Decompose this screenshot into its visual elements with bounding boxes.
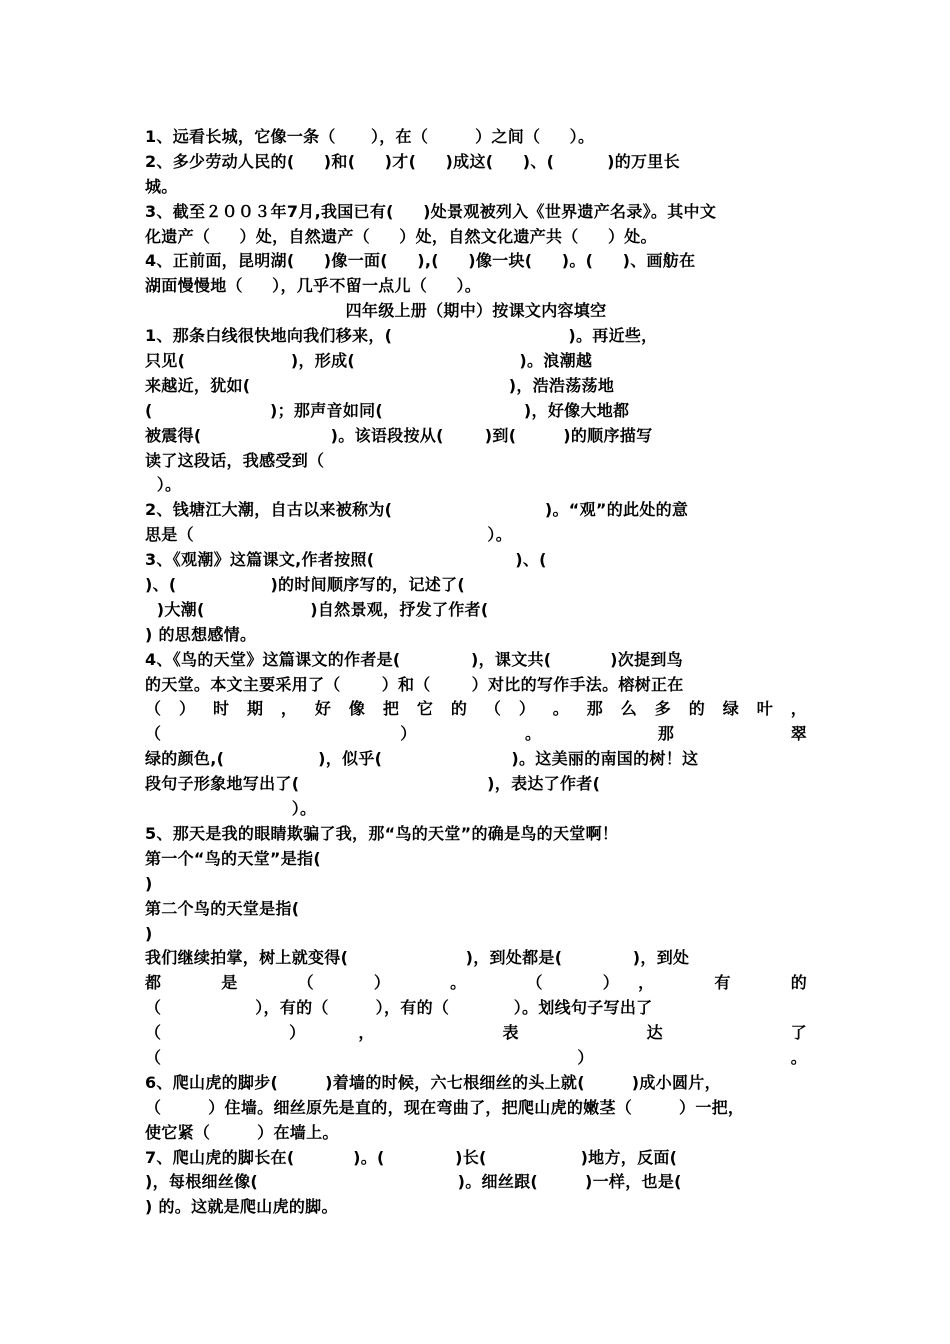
s2-q7-line-1: 7、爬山虎的脚长在( )。( )长( )地方，反面( [145,1147,678,1167]
s2-q6-line-1: 6、爬山虎的脚步( )着墙的时候，六七根细丝的头上就( )成小圆片， [145,1072,721,1092]
s2-q5-line-1: 5、那天是我的眼睛欺骗了我，那“鸟的天堂”的确是鸟的天堂啊！ [145,823,619,843]
section-title: 四年级上册（期中）按课文内容填空 [345,301,607,321]
s2-q7-line-2: )，每根细丝像( )。细丝跟( )一样，也是( [145,1172,682,1192]
q4-line-1: 4、正前面，昆明湖( )像一面( ),( )像一块( )。( )、画舫在 [145,251,696,271]
s2-q5-line-5: ) [145,923,153,943]
q2-line-1: 2、多少劳动人民的( )和( )才( )成这( )、( )的万里长 [145,151,680,171]
s2-q5-line-10: （ ）。 [145,1047,807,1067]
s2-q1-line-1: 1、那条白线很快地向我们移来，( )。再近些， [145,326,658,346]
s2-q3-line-2: )、( )的时间顺序写的，记述了( [145,575,465,595]
q3-line-1: 3、截至２００３年7月,我国已有( )处景观被列入《世界遗产名录》。其中文 [145,201,717,221]
worksheet [145,125,807,1220]
s2-q5-line-8: （ ），有的（ ），有的（ ）。划线句子写出了 [145,998,653,1018]
s2-q1-line-2: 只见( )，形成( )。浪潮越 [145,351,593,371]
s2-q1-line-7: ）。 [145,475,182,495]
s2-q4-line-6: 段句子形象地写出了( )，表达了作者( [145,774,601,794]
q1-line: 1、远看长城，它像一条（ ），在（ ）之间（ ）。 [145,127,595,146]
s2-q6-line-3: 使它紧（ ）在墙上。 [145,1122,339,1142]
s2-q3-line-1: 3、《观潮》这篇课文,作者按照( )、( [145,550,547,570]
s2-q1-line-5: 被震得( )。该语段按从( )到( )的顺序描写 [145,425,653,445]
s2-q7-line-3: ) 的。这就是爬山虎的脚。 [145,1197,338,1217]
q2-line-2: 城。 [145,176,178,196]
q3-line-2: 化遗产（ ）处，自然遗产（ ）处，自然文化遗产共（ ）处。 [145,226,657,246]
s2-q1-line-6: 读了这段话，我感受到（ [145,450,325,470]
s2-q6-line-2: （ ）住墙。细丝原先是直的，现在弯曲了，把爬山虎的嫩茎（ ）一把， [145,1097,745,1117]
s2-q1-line-3: 来越近，犹如( )，浩浩荡荡地 [145,375,615,395]
s2-q5-line-7: 都 是 （ ） 。 （ ）， 有 的 [145,973,807,993]
s2-q4-line-7: ）。 [145,799,317,819]
s2-q4-line-1: 4、《鸟的天堂》这篇课文的作者是( )，课文共( )次提到鸟 [145,649,683,669]
s2-q4-line-3: （ ） 时 期 ， 好 像 把 它 的 （ ） 。 那 么 多 的 绿 叶 ， [145,699,807,719]
q4-line-2: 湖面慢慢地（ ），几乎不留一点儿（ ）。 [145,276,482,296]
s2-q3-line-3: )大潮( )自然景观，抒发了作者( [145,599,489,619]
s2-q5-line-6: 我们继续拍掌，树上就变得( )，到处都是( )，到处 [145,948,690,968]
s2-q4-line-4: （ ）。那翠 [145,724,807,744]
s2-q5-line-3: ) [145,873,153,893]
s2-q2-line-2: 思是（ ）。 [145,525,513,545]
s2-q1-line-4: ( )；那声音如同( )，好像大地都 [145,400,630,420]
s2-q2-line-1: 2、钱塘江大潮，自古以来被称为( )。“观”的此处的意 [145,500,689,520]
s2-q3-line-4: ) 的思想感情。 [145,624,257,644]
s2-q4-line-5: 绿的颜色,( )，似乎( )。这美丽的南国的树！这 [145,749,699,769]
s2-q5-line-9: （ ）， 表 达 了 [145,1023,807,1043]
s2-q5-line-2: 第一个“鸟的天堂”是指( [145,848,321,868]
s2-q4-line-2: 的天堂。本文主要采用了（ ）和（ ）对比的写作手法。榕树正在 [145,674,684,694]
s2-q5-line-4: 第二个鸟的天堂是指( [145,898,300,918]
